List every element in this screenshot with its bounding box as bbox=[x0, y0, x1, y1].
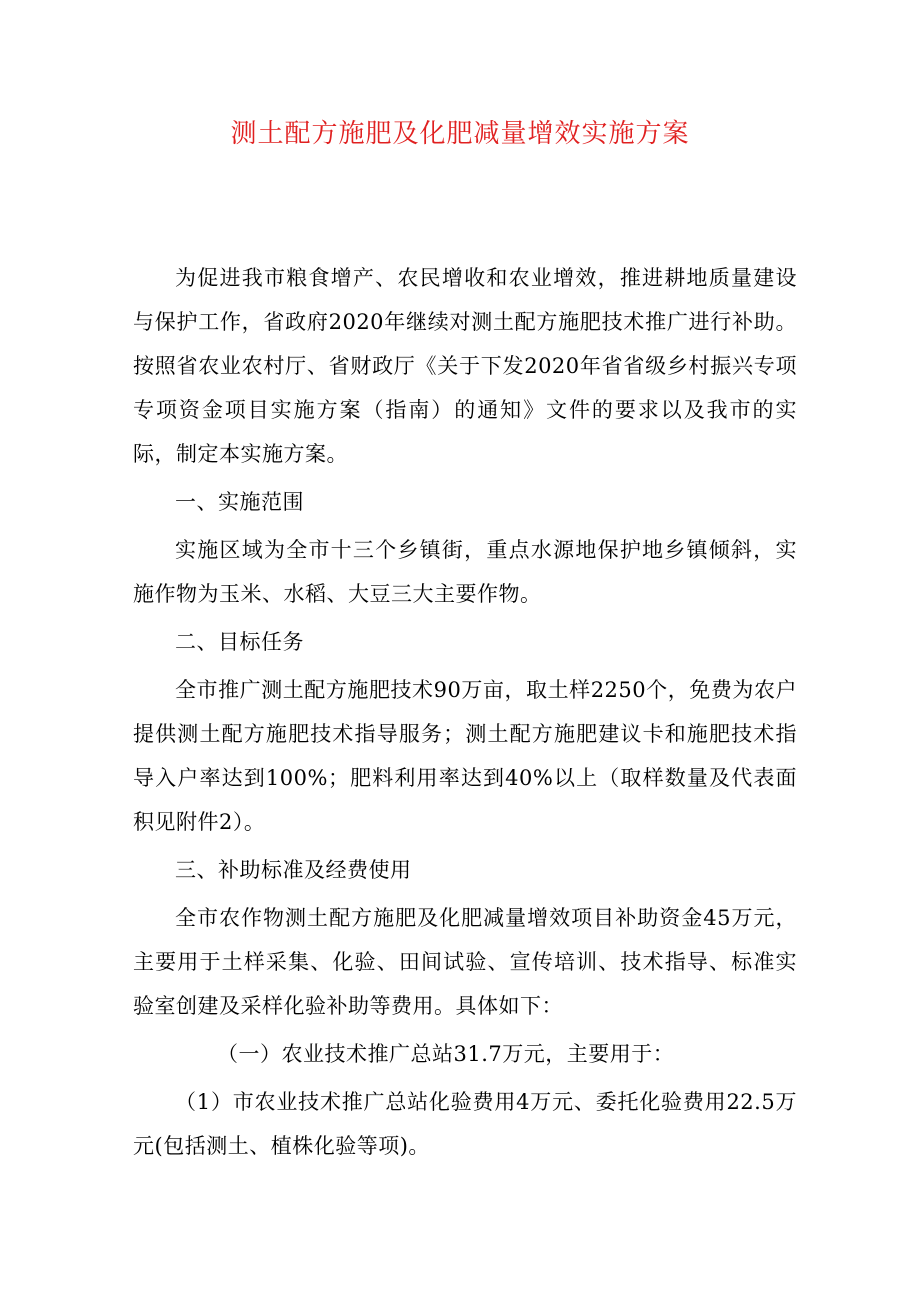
section-heading-scope: 一、实施范围 bbox=[175, 490, 304, 514]
document-title: 测土配方施肥及化肥减量增效实施方案 bbox=[230, 119, 690, 149]
scope-paragraph: 实施区域为全市十三个乡镇街，重点水源地保护地乡镇倾斜，实施作物为玉米、水稻、大豆三大主要作物。 bbox=[133, 538, 797, 606]
item-lab-fees: （1）市农业技术推广总站化验费用4万元、委托化验费用22.5万元(包括测土、植株化验等项)。 bbox=[133, 1090, 797, 1158]
section-heading-goals: 二、目标任务 bbox=[175, 630, 304, 654]
section-heading-subsidy: 三、补助标准及经费使用 bbox=[175, 858, 412, 882]
intro-paragraph: 为促进我市粮食增产、农民增收和农业增效，推进耕地质量建设与保护工作，省政府2020年继续对测土配方施肥技术推广进行补助。按照省农业农村厅、省财政厅《关于下发2020年省省级乡村振兴专项专项资金项目实施方案（指南）的通知》文件的要求以及我市的实际，制定本实施方案。 bbox=[133, 266, 797, 466]
subsection-station: （一）农业技术推广总站31.7万元，主要用于： bbox=[217, 1042, 675, 1066]
goals-paragraph: 全市推广测土配方施肥技术90万亩，取土样2250个，免费为农户提供测土配方施肥技术指导服务；测土配方施肥建议卡和施肥技术指导入户率达到100%；肥料利用率达到40%以上（取样数量及代表面积见附件2）。 bbox=[133, 678, 797, 834]
subsidy-paragraph: 全市农作物测土配方施肥及化肥减量增效项目补助资金45万元，主要用于土样采集、化验、田间试验、宣传培训、技术指导、标准实验室创建及采样化验补助等费用。具体如下： bbox=[133, 906, 797, 1018]
document-body bbox=[133, 256, 797, 1168]
